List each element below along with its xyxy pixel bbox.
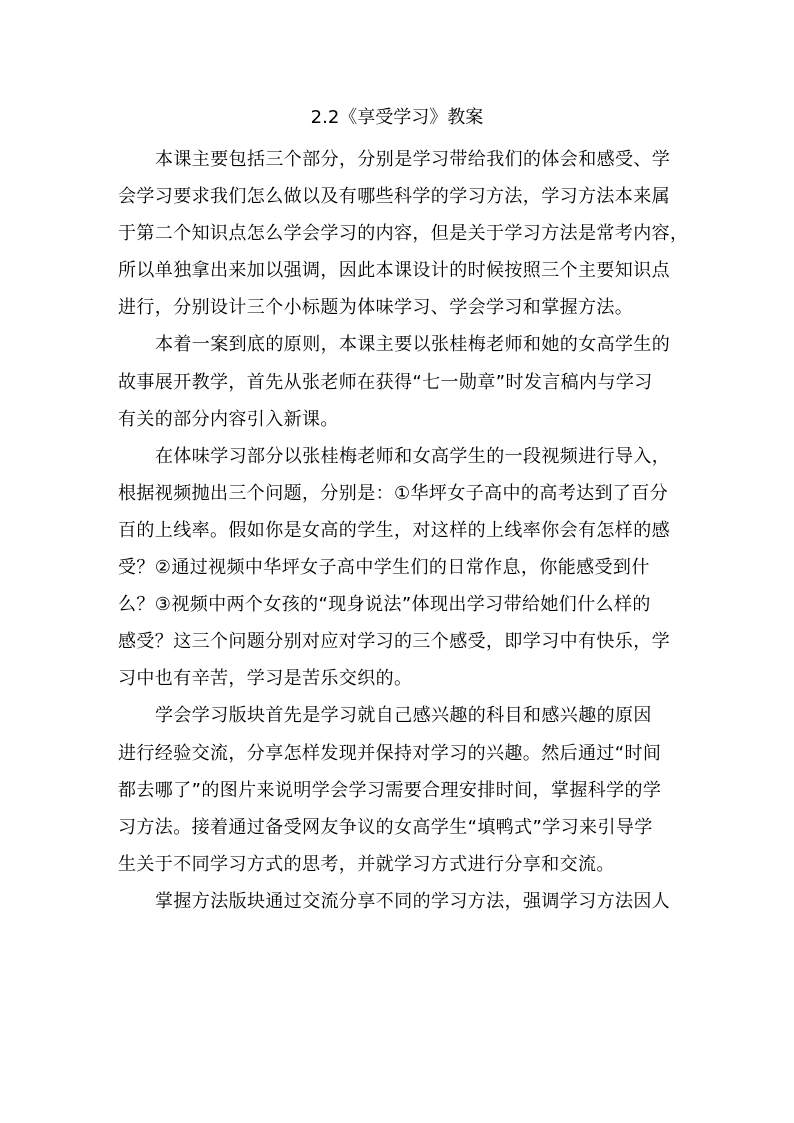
text-line: 都去哪了”的图片来说明学会学习需要合理安排时间，掌握科学的学: [118, 779, 662, 801]
text-line: 习中也有辛苦，学习是苦乐交织的。: [118, 668, 413, 690]
text-line: 于第二个知识点怎么学会学习的内容，但是关于学习方法是常考内容，: [118, 223, 689, 245]
text-line: 有关的部分内容引入新课。: [118, 408, 339, 430]
text-line: 百的上线率。假如你是女高的学生，对这样的上线率你会有怎样的感: [118, 519, 670, 541]
text-line: 习方法。接着通过备受网友争议的女高学生“填鸭式”学习来引导学: [118, 816, 653, 838]
document-title: 2.2《享受学习》教案: [310, 107, 484, 128]
text-line: 受？②通过视频中华坪女子高中学生们的日常作息，你能感受到什: [118, 557, 650, 579]
text-line: 进行，分别设计三个小标题为体味学习、学会学习和掌握方法。: [118, 297, 634, 319]
text-line: 学会学习版块首先是学习就自己感兴趣的科目和感兴趣的原因: [155, 705, 652, 727]
text-line: 本课主要包括三个部分，分别是学习带给我们的体会和感受、学: [155, 149, 671, 170]
text-line: 生关于不同学习方式的思考，并就学习方式进行分享和交流。: [118, 853, 615, 875]
text-line: 掌握方法版块通过交流分享不同的学习方法，强调学习方法因人: [155, 890, 671, 912]
text-line: 感受？这三个问题分别对应对学习的三个感受，即学习中有快乐，学: [118, 631, 670, 653]
text-line: 会学习要求我们怎么做以及有哪些科学的学习方法，学习方法本来属: [118, 186, 670, 208]
text-line: 故事展开教学，首先从张老师在获得“七一勋章”时发言稿内与学习: [118, 371, 653, 393]
text-line: 进行经验交流，分享怎样发现并保持对学习的兴趣。然后通过“时间: [118, 742, 662, 764]
document-body: [118, 141, 688, 920]
text-line: 本着一案到底的原则，本课主要以张桂梅老师和她的女高学生的: [155, 334, 671, 356]
text-line: 根据视频抛出三个问题，分别是：①华坪女子高中的高考达到了百分: [118, 482, 669, 504]
text-line: 么？③视频中两个女孩的“现身说法”体现出学习带给她们什么样的: [118, 594, 651, 616]
text-line: 所以单独拿出来加以强调，因此本课设计的时候按照三个主要知识点: [118, 260, 670, 282]
text-line: 在体味学习部分以张桂梅老师和女高学生的一段视频进行导入，: [155, 445, 671, 467]
